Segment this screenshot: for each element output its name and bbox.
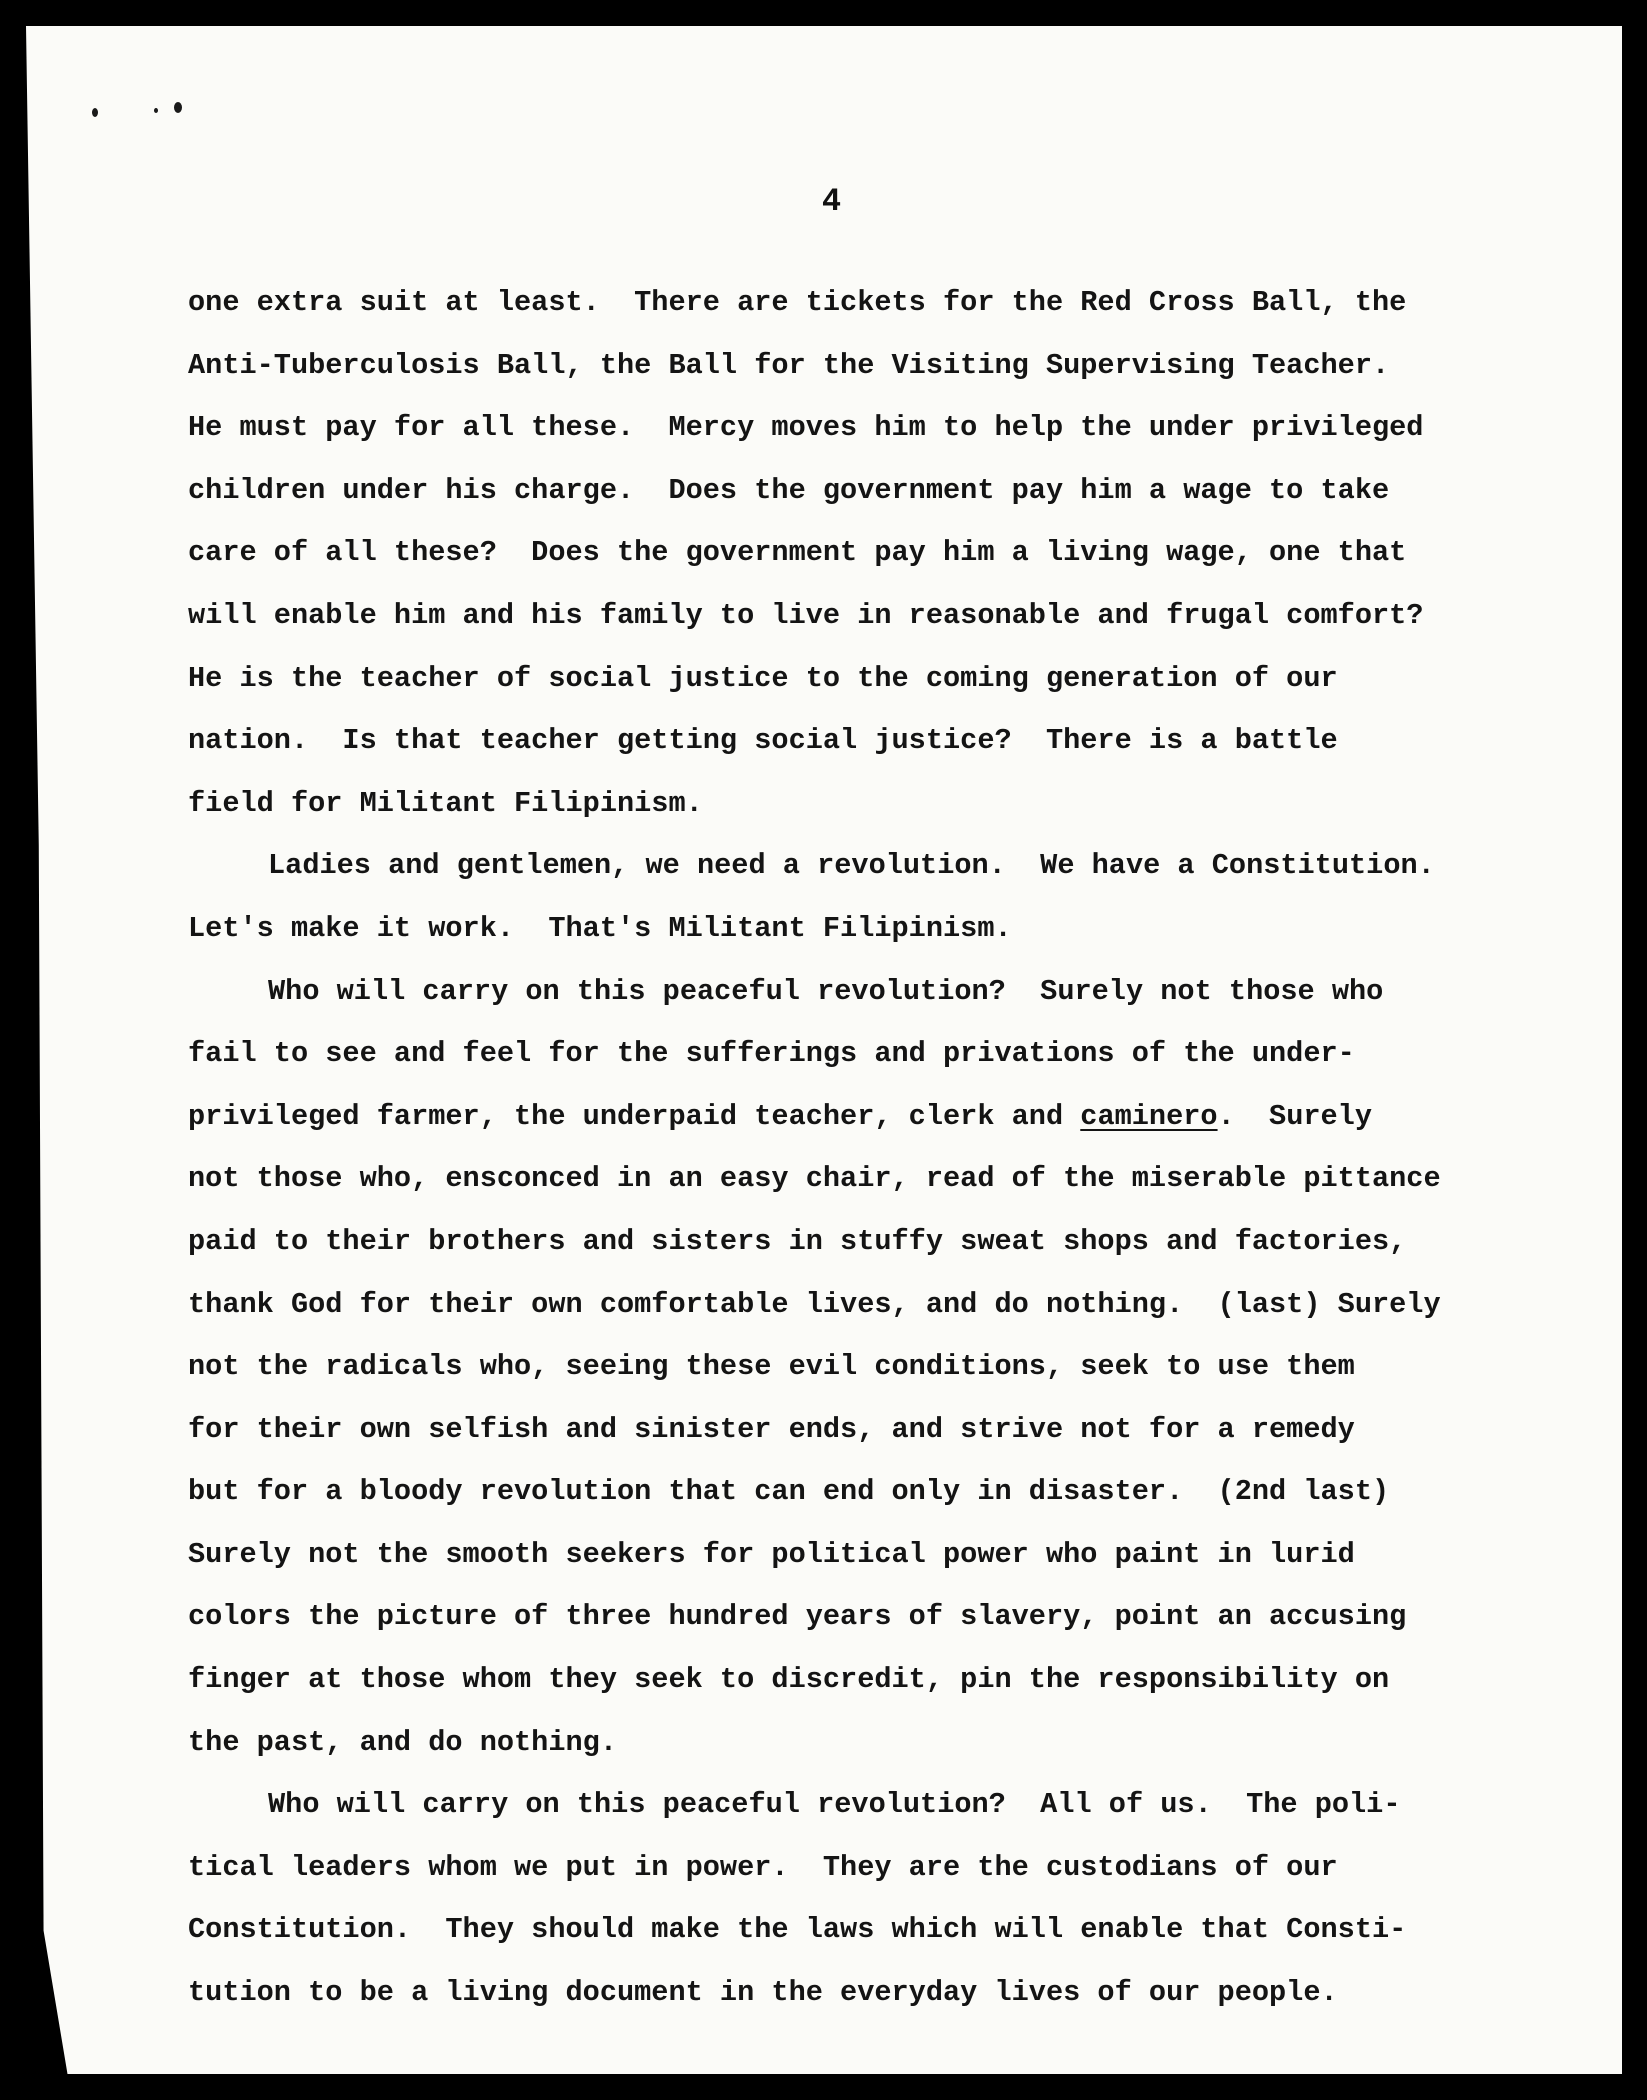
text-line: children under his charge. Does the government pay him a wage to take — [188, 473, 1390, 507]
text-line: field for Militant Filipinism. — [188, 786, 703, 820]
line-segment: privileged farmer, the underpaid teacher, clerk and — [188, 1099, 1081, 1133]
text-line: He is the teacher of social justice to the coming generation of our — [188, 661, 1338, 695]
text-line: paid to their brothers and sisters in stuffy sweat shops and factories, — [188, 1224, 1407, 1258]
text-line: Ladies and gentlemen, we need a revolution. We have a Constitution. — [268, 849, 1435, 883]
text-line: tution to be a living document in the everyday lives of our people. — [188, 1976, 1338, 2010]
ink-speck — [92, 108, 98, 117]
page-number: 4 — [821, 183, 842, 220]
text-line — [188, 1086, 1608, 1149]
text-line: fail to see and feel for the sufferings and privations of the under- — [188, 1037, 1355, 1071]
ink-speck — [174, 102, 182, 113]
text-line: Let's make it work. That's Militant Filipinism. — [188, 911, 1012, 945]
text-line: He must pay for all these. Mercy moves him to help the under privileged — [188, 411, 1424, 445]
text-line: nation. Is that teacher getting social justice? There is a battle — [188, 724, 1338, 758]
text-line: Who will carry on this peaceful revolution? All of us. The poli- — [268, 1788, 1401, 1822]
text-line: care of all these? Does the government pay him a living wage, one that — [188, 536, 1407, 570]
text-line: but for a bloody revolution that can end only in disaster. (2nd last) — [188, 1475, 1390, 1509]
ink-speck — [154, 108, 158, 113]
text-line: Constitution. They should make the laws which will enable that Consti- — [188, 1913, 1407, 1947]
text-line: for their own selfish and sinister ends, and strive not for a remedy — [188, 1412, 1355, 1446]
text-line: thank God for their own comfortable lives, and do nothing. (last) Surely — [188, 1287, 1441, 1321]
text-line: tical leaders whom we put in power. They are the custodians of our — [188, 1850, 1338, 1884]
text-line: not the radicals who, seeing these evil conditions, seek to use them — [188, 1350, 1355, 1384]
text-line: Who will carry on this peaceful revolution? Surely not those who — [268, 974, 1384, 1008]
text-line: finger at those whom they seek to discredit, pin the responsibility on — [188, 1663, 1390, 1697]
text-line: one extra suit at least. There are tickets for the Red Cross Ball, the — [188, 286, 1407, 319]
text-line: not those who, ensconced in an easy chair, read of the miserable pittance — [188, 1162, 1441, 1196]
text-line: Anti-Tuberculosis Ball, the Ball for the Visiting Supervising Teacher. — [188, 348, 1390, 382]
line-segment: . Surely — [1217, 1099, 1372, 1133]
text-line: colors the picture of three hundred years of slavery, point an accusing — [188, 1600, 1407, 1634]
underlined-word: caminero — [1080, 1099, 1218, 1133]
text-line: will enable him and his family to live in reasonable and frugal comfort? — [188, 598, 1424, 632]
document-body — [188, 272, 1608, 2025]
text-line: Surely not the smooth seekers for political power who paint in lurid — [188, 1537, 1355, 1571]
text-line: the past, and do nothing. — [188, 1725, 617, 1759]
